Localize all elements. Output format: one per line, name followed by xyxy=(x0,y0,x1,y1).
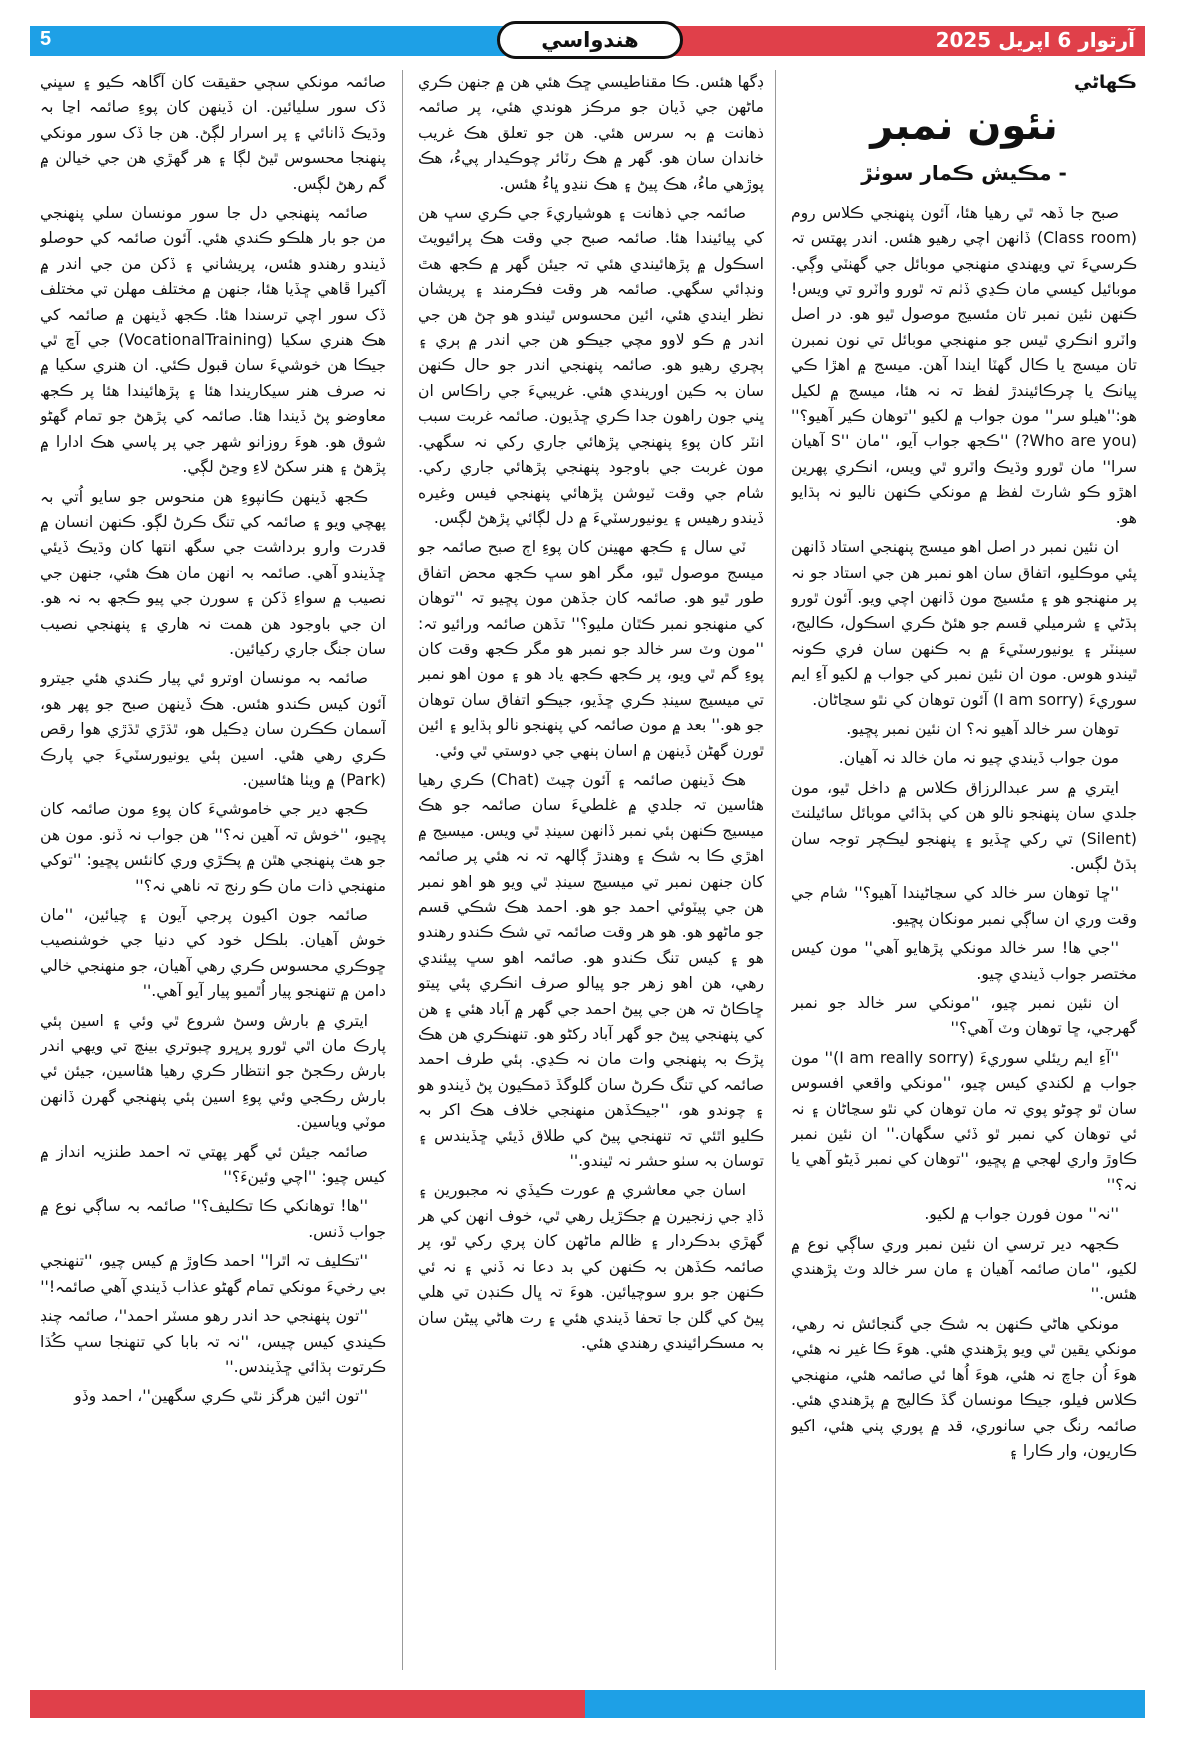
paragraph: ''تڪليف تہ اٿرا'' احمد ڪاوڙ ۾ کيس چيو، ''تنهنجي بي رخيءَ مونکي تمام گھڻو عذاب ڏيندي آهي صائمہ!'' xyxy=(40,1252,386,1296)
paragraph: ''ها! توهانکي ڪا تڪليف؟'' صائمہ بہ ساڳي نوع ۾ جواب ڏنس. xyxy=(40,1197,386,1241)
paragraph: ڊگھا هئس. ڪا مقناطيسي ڇڪ هئي هن ۾ جنهن ڪري ماڻهن جي ڏيان جو مرڪز هوندي هئي، پر صائمہ ذهانت ۾ بہ سرس هئي. هن جو تعلق هڪ غريب خاندان سان هو. گهر ۾ هڪ رٽائر چوڪيدار پيءُ، هڪ پوڙهي ماءُ، هڪ پيڻ ۽ هڪ ننڍو ڀاءُ هئس. xyxy=(418,73,764,193)
paragraph: صائمہ مونکي سڄي حقيقت کان آگاهہ ڪيو ۽ سڀني ڏک سور سليائين. ان ڏينهن کان پوءِ صائمہ اڃا بہ وڌيڪ ڏانائي ۽ پر اسرار لڳڻ. هن جا ڏک سور مونکي پنهنجا محسوس ٿيڻ لڳا ۽ هر گهڙي هن جي خيالن ۾ گم رهڻ لڳس. xyxy=(40,73,386,193)
paragraph: صائمہ جي ذهانت ۽ هوشياريءَ جي ڪري سڀ هن کي پيائيندا هئا. صائمہ صبح جي وقت هڪ پرائيويٽ اسڪول ۾ پڙهائيندي هئي تہ جيئن گهر ۾ ڪجھ هٿ ونڊائي سگھي. صائمہ هر وقت فڪرمند ۽ پريشان نظر ايندي هئي، ائين محسوس ٿيندو هو ڄڻ هن جي اندر ۾ ڪو لاوو مچي جيڪو هن جي اندر ۾ ٻري ۽ ٻچري رهيو هو. صائمہ پنهنجي اندر جو حال ڪنهن سان بہ ڪين اوريندي هئي. غريبيءَ جي راڪاس ان ڀني جون راهون جدا ڪري ڇڏيون. صائمہ غربت سبب انٽر کان پوءِ پنهنجي پڙهائي جاري رکي نہ سگھي. مون غربت جي باوجود پنهنجي پڙهائي جاري رکي. شام جي وقت ٽيوشن پڙهائي پنهنجي فيس وغيره ڏيندو رهيس ۽ يونيورسٽيءَ ۾ دل لڳائي پڙهڻ لڳس. xyxy=(418,204,764,527)
newspaper-masthead: هندواسي xyxy=(497,21,683,59)
paragraph: هڪ ڏينهن صائمہ ۽ آئون چيٽ (Chat) ڪري رهيا هئاسين تہ جلدي ۾ غلطيءَ سان صائمہ جو هڪ ميسيج ڪنهن ٻئي نمبر ڏانهن سينڊ ٿي ويس. ميسيج ۾ اهڙي ڪا بہ شڪ ۽ وهندڙ ڳالهہ تہ نہ هئي پر صائمہ کان جنهن نمبر تي ميسيج سينڊ ٿي ويو هو اهو نمبر هن جي پيٽوئي احمد جو هو. احمد هڪ شڪي قسم جو ماڻهو هو. هو هر وقت صائمہ تي شڪ ڪندو رهندو هو ۽ کيس تنگ ڪندو هو. صائمہ اهو سڀ پيئندي رهي، هن اهو زهر جو پيالو صرف انڪري پئي پيتو ڇاڪاڻ تہ هن جي پيڻ احمد جي گهر ۾ آباد هئي ۽ هن کي پنهنجي پيڻ جو گهر آباد رکڻو هو. تنهنڪري هن هڪ پڙڪ بہ پنهنجي وات مان نہ ڪڍي. ٻئي طرف احمد صائمہ کي تنگ ڪرڻ سان گلوگڏ ڌمڪيون پڻ ڏيندو هو ۽ چوندو هو، ''جيڪڏهن منهنجي خلاف هڪ اکر بہ ڪليو اٿئي تہ تنهنجي پيڻ کي طلاق ڏيئي ڇڏيندس ۽ توسان بہ سٺو حشر نہ ٿيندو.'' xyxy=(418,770,764,1171)
paragraph: صائمہ جيئن ئي گهر پهتي تہ احمد طنزيہ انداز ۾ کيس چيو: ''اچي وئينءَ؟'' xyxy=(40,1142,386,1187)
paragraph: اسان جي معاشري ۾ عورت ڪيڏي نہ مجبورين ۽ ڏاڍ جي زنجيرن ۾ جڪڙيل رهي ٿي، خوف انهن کي هر گهڙي بدڪردار ۽ ظالم ماڻهن کان پري رکي ٿو، پر صائمہ ڪڏهن بہ ڪنهن کي بد دعا نہ ڏني ۽ نہ ئي ڪنهن جو برو سوچيائين. هوءَ تہ ڀال ڪنڊن تي هلي پيڻ کي گلن جا تحفا ڏيندي هئي ۽ رت هاڻي پيڻن سان بہ مسڪرائيندي رهندي هئي. xyxy=(418,1181,764,1352)
story-author: - مڪيش ڪمار سوٺڙ xyxy=(861,161,1067,186)
paragraph: ''نہ'' مون فورن جواب ۾ لکيو. xyxy=(924,1205,1119,1224)
bottom-color-bar xyxy=(30,1690,1145,1718)
paragraph: ''آءِ ايم ريئلي سوريءَ (I am really sorry)'' مون جواب ۾ لکندي کيس چيو، ''مونکي واقعي افسوس سان ٿو چوڻو پوي تہ مان توهان کي نٿو سڃاڻان ۽ نہ ئي توهان کي نمبر ٿو ڏئي سگھان.'' ان نئين نمبر ڪاوڙ واري لهجي ۾ پڇيو، ''توهان کي نمبر ڏيڻو آهي يا نہ؟'' xyxy=(791,1048,1137,1194)
paragraph: مون جواب ڏيندي چيو نہ مان خالد نہ آهيان. xyxy=(838,749,1119,768)
bottom-bar-blue-segment xyxy=(585,1690,1145,1718)
paragraph: ''ڇا توهان سر خالد کي سڃاڻيندا آهيو؟'' شام جي وقت وري ان ساڳي نمبر مونکان پڇيو. xyxy=(791,884,1137,928)
story-column-3 xyxy=(40,70,386,1670)
paragraph: ڪجھ ڏينهن ڪانپوءِ هن منحوس جو سايو اُتي بہ پهچي ويو ۽ صائمہ کي تنگ ڪرڻ لڳو. ڪنهن انسان ۾ قدرت وارو برداشت جي سگھ انتها کان وڌيڪ ڏيئي ڇڏيندو آهي. صائمہ بہ انهن مان هڪ هئي، جنهن جي نصيب ۾ سواءِ ڏکن ۽ سورن جي پيو ڪجھ بہ نہ هو. ان جي باوجود هن همت نہ هاري ۽ پنهنجي نصيب سان جنگ جاري رکيائين. xyxy=(40,487,386,658)
column-divider xyxy=(402,70,403,1670)
paragraph: ڪجھہ دير ترسي ان نئين نمبر وري ساڳي نوع ۾ لکيو، ''مان صائمہ آهيان ۽ مان سر خالد وٽ پڙهندي هئس.'' xyxy=(791,1234,1137,1304)
bottom-bar-red-segment xyxy=(30,1690,585,1718)
column-divider xyxy=(775,70,776,1670)
paragraph: ڪجھ دير جي خاموشيءَ کان پوءِ مون صائمہ کان پڇيو، ''خوش تہ آهين نہ؟'' هن جواب نہ ڏنو. مون هن جو هٿ پنهنجي هٿن ۾ پڪڙي وري کانئس پڇيو: ''توکي منهنجي ذات مان ڪو رنج تہ ناهي نہ؟'' xyxy=(40,800,386,895)
paragraph: صائمہ جون اکيون پرجي آيون ۽ چيائين، ''مان خوش آهيان. بلڪل خود کي دنيا جي خوشنصيب ڇوڪري محسوس ڪري رهي آهيان، جو منهنجي خالي دامن ۾ تنهنجو پيار اُٿميو پيار آيو آهي.'' xyxy=(40,906,386,1001)
page-number: 5 xyxy=(40,28,52,50)
story-column-1 xyxy=(791,70,1137,1670)
paragraph: ان نئين نمبر در اصل اهو ميسج پنهنجي استاد ڏانهن پئي موڪليو، اتفاق سان اهو نمبر هن جي استاد جو نہ پر منهنجو هو ۽ مئسيج مون ڏانهن اچي ويو. آئون ٿورو ٻڌڻي ۽ شرميلي قسم جو هئڻ ڪري اسڪول، ڪاليج، سينٽر ۽ يونيورسٽيءَ ۾ بہ ڪنهن سان فري ڪونہ ٿيندو هوس. مون ان نئين نمبر کي جواب ۾ لکيو آءِ ايم سوريءَ (I am sorry) آئون توهان کي نٿو سڃاڻان. xyxy=(791,538,1137,709)
story-column-2 xyxy=(418,70,764,1670)
paragraph: ''تون ائين هرگز نٿي ڪري سگھين''، احمد وڏو xyxy=(74,1387,368,1406)
paragraph: مونکي هاڻي ڪنهن بہ شڪ جي گنجائش نہ رهي، مونکي يقين ٿي ويو پڙهندي هئي. هوءَ ڪا غير نہ هئي، هوءَ اُن جاچ نہ هئي، هوءَ اُها ئي صائمہ هئي، منهنجي ڪلاس فيلو، جيڪا مونسان گڏ ڪاليج ۾ پڙهندي هئي. صائمہ رنگ جي سانوري، قد ۾ پوري پني هئي، اکيو ڪاريون، وار ڪارا ۽ xyxy=(791,1314,1137,1460)
issue-date: آرتوار 6 اپريل 2025 xyxy=(935,28,1135,52)
paragraph: صائمہ پنهنجي دل جا سور مونسان سلي پنهنجي من جو بار هلڪو ڪندي هئي. آئون صائمہ کي حوصلو ڏيندو رهندو هئس، پريشاني ۽ ڏکن من جي اندر ۾ آکيرا ڦاهي ڇڏيا هئا، جنهن ۾ مختلف مهلن تي مختلف ڏک سور اچي ترسندا هئا. ڪجھ ڏينهن ۾ صائمہ کي هڪ هنري سکيا (VocationalTraining) جي آڇ ٿي جيڪا هن خوشيءَ سان قبول ڪئي. ان هنري سکيا ۾ نہ صرف هنر سيکاريندا هئا ۽ پڙهائيندا هئا پر ڪجھ معاوضو پڻ ڏيندا هئا. صائمہ کي پڙهڻ جو تمام گھڻو شوق هو. هوءَ روزانو شهر جي پر پاسي هڪ ادارا ۾ پڙهڻ ۽ هنر سکڻ لاءِ وڃڻ لڳي. xyxy=(40,204,386,477)
section-label: ڪهاڻي xyxy=(1074,72,1137,93)
paragraph: ''تون پنهنجي حد اندر رهو مسٽر احمد''، صائمہ چنڊ ڪيندي کيس چيس، ''نہ تہ بابا کي تنهنجا سڀ ڪُڌا ڪرتوت ٻڌائي ڇڏيندس.'' xyxy=(40,1307,386,1376)
top-bar-blue-segment xyxy=(30,26,550,56)
paragraph: توهان سر خالد آهيو نہ؟ ان نئين نمبر پڇيو. xyxy=(846,719,1119,738)
paragraph: صائمہ بہ مونسان اوترو ئي پيار ڪندي هئي جيترو آئون کيس ڪندو هئس. هڪ ڏينهن صبح جو پهر هو، آسمان ڪڪرن سان ڍڪيل هو، ٿڌڙي ٿڌڙي هوا رقص ڪري رهي هئي. اسين ٻئي يونيورسٽيءَ جي پارڪ (Park) ۾ ويٺا هئاسين. xyxy=(40,669,386,789)
paragraph: ''جي ها! سر خالد مونکي پڙهايو آهي'' مون کيس مختصر جواب ڏيندي چيو. xyxy=(791,939,1137,983)
paragraph: ٽي سال ۽ ڪجھ مهينن کان پوءِ اڄ صبح صائمہ جو ميسج موصول ٿيو، مگر اهو سڀ ڪجھ محض اتفاق طور ٿيو هو. صائمہ کان جڏهن مون پڇيو تہ ''توهان کي منهنجو نمبر ڪٿان مليو؟'' تڏهن صائمہ ورائيو تہ: ''مون وٽ سر خالد جو نمبر هو مگر ڪجھ وقت کان پوءِ گم ٿي ويو، پر ڪجھ ڪجھ ياد هو ۽ مون اهو نمبر تي ميسيج سينڊ ڪري ڇڏيو، جيڪو اتفاق سان توهان جو هو.'' بعد ۾ مون صائمہ کي پنهنجو نالو ٻڌايو ۽ ائين ٿورن گهڻن ڏينهن ۾ اسان ٻنهي جي دوستي ٿي وئي. xyxy=(418,538,764,760)
paragraph: ايتري ۾ بارش وسڻ شروع ٿي وئي ۽ اسين ٻئي پارڪ مان اٿي ٿورو پرڀرو چبوتري بينچ تي ويهي اندر بارش رڪجڻ جو انتظار ڪري رهيا هئاسين، جيئن ئي بارش رڪجي وئي پوءِ اسين ٻئي پنهنجي گهرن ڏانهن موٽي وياسين. xyxy=(40,1011,386,1132)
paragraph: ايتري ۾ سر عبدالرزاق ڪلاس ۾ داخل ٿيو، مون جلدي سان پنهنجو نالو هن کي ٻڌائي موبائل سائيلنٽ (Silent) تي رکي ڇڏيو ۽ پنهنجو ليڪچر توجہ سان ٻڌڻ لڳس. xyxy=(791,778,1137,873)
story-title: نئون نمبر xyxy=(870,103,1058,150)
paragraph: صبح جا ڏهہ ٿي رهيا هئا، آئون پنهنجي ڪلاس روم (Class room) ڏانهن اچي رهيو هئس. اندر پهتس تہ ڪرسيءَ تي ويهندي منهنجي موبائل جي گھنٽي وڳي. موبائيل کيسي مان ڪڍي ڏٺم تہ ٿورو واٽرو تي ويس! ڪنهن نئين نمبر تان مئسيج موصول ٿيو هو. در اصل واٽرو انڪري ٿيس جو منهنجي موبائل تي نون نمبرن تان ميسج يا ڪال گھٽا ايندا آهن. ميسج ۾ اهڙا ڪي پيانڪ يا چرڪائيندڙ لفظ تہ نہ هئا، ميسج ۾ لکيل هو:''هيلو سر'' مون جواب ۾ لکيو ''توهان ڪير آهيو؟'' (Who are you?) ''ڪجھ جواب آيو، ''مان ''S آهيان سرا'' مان ٿورو وڌيڪ واٽرو ٿي ويس، انڪري پهرين اهڙو ڪو شارٽ لفظ ۾ مونکي ڪنهن ناليو نہ ٻڌايو هو. xyxy=(791,203,1137,527)
paragraph: ان نئين نمبر چيو، ''مونکي سر خالد جو نمبر گهرجي، ڇا توهان وٽ آهي؟'' xyxy=(791,994,1137,1038)
